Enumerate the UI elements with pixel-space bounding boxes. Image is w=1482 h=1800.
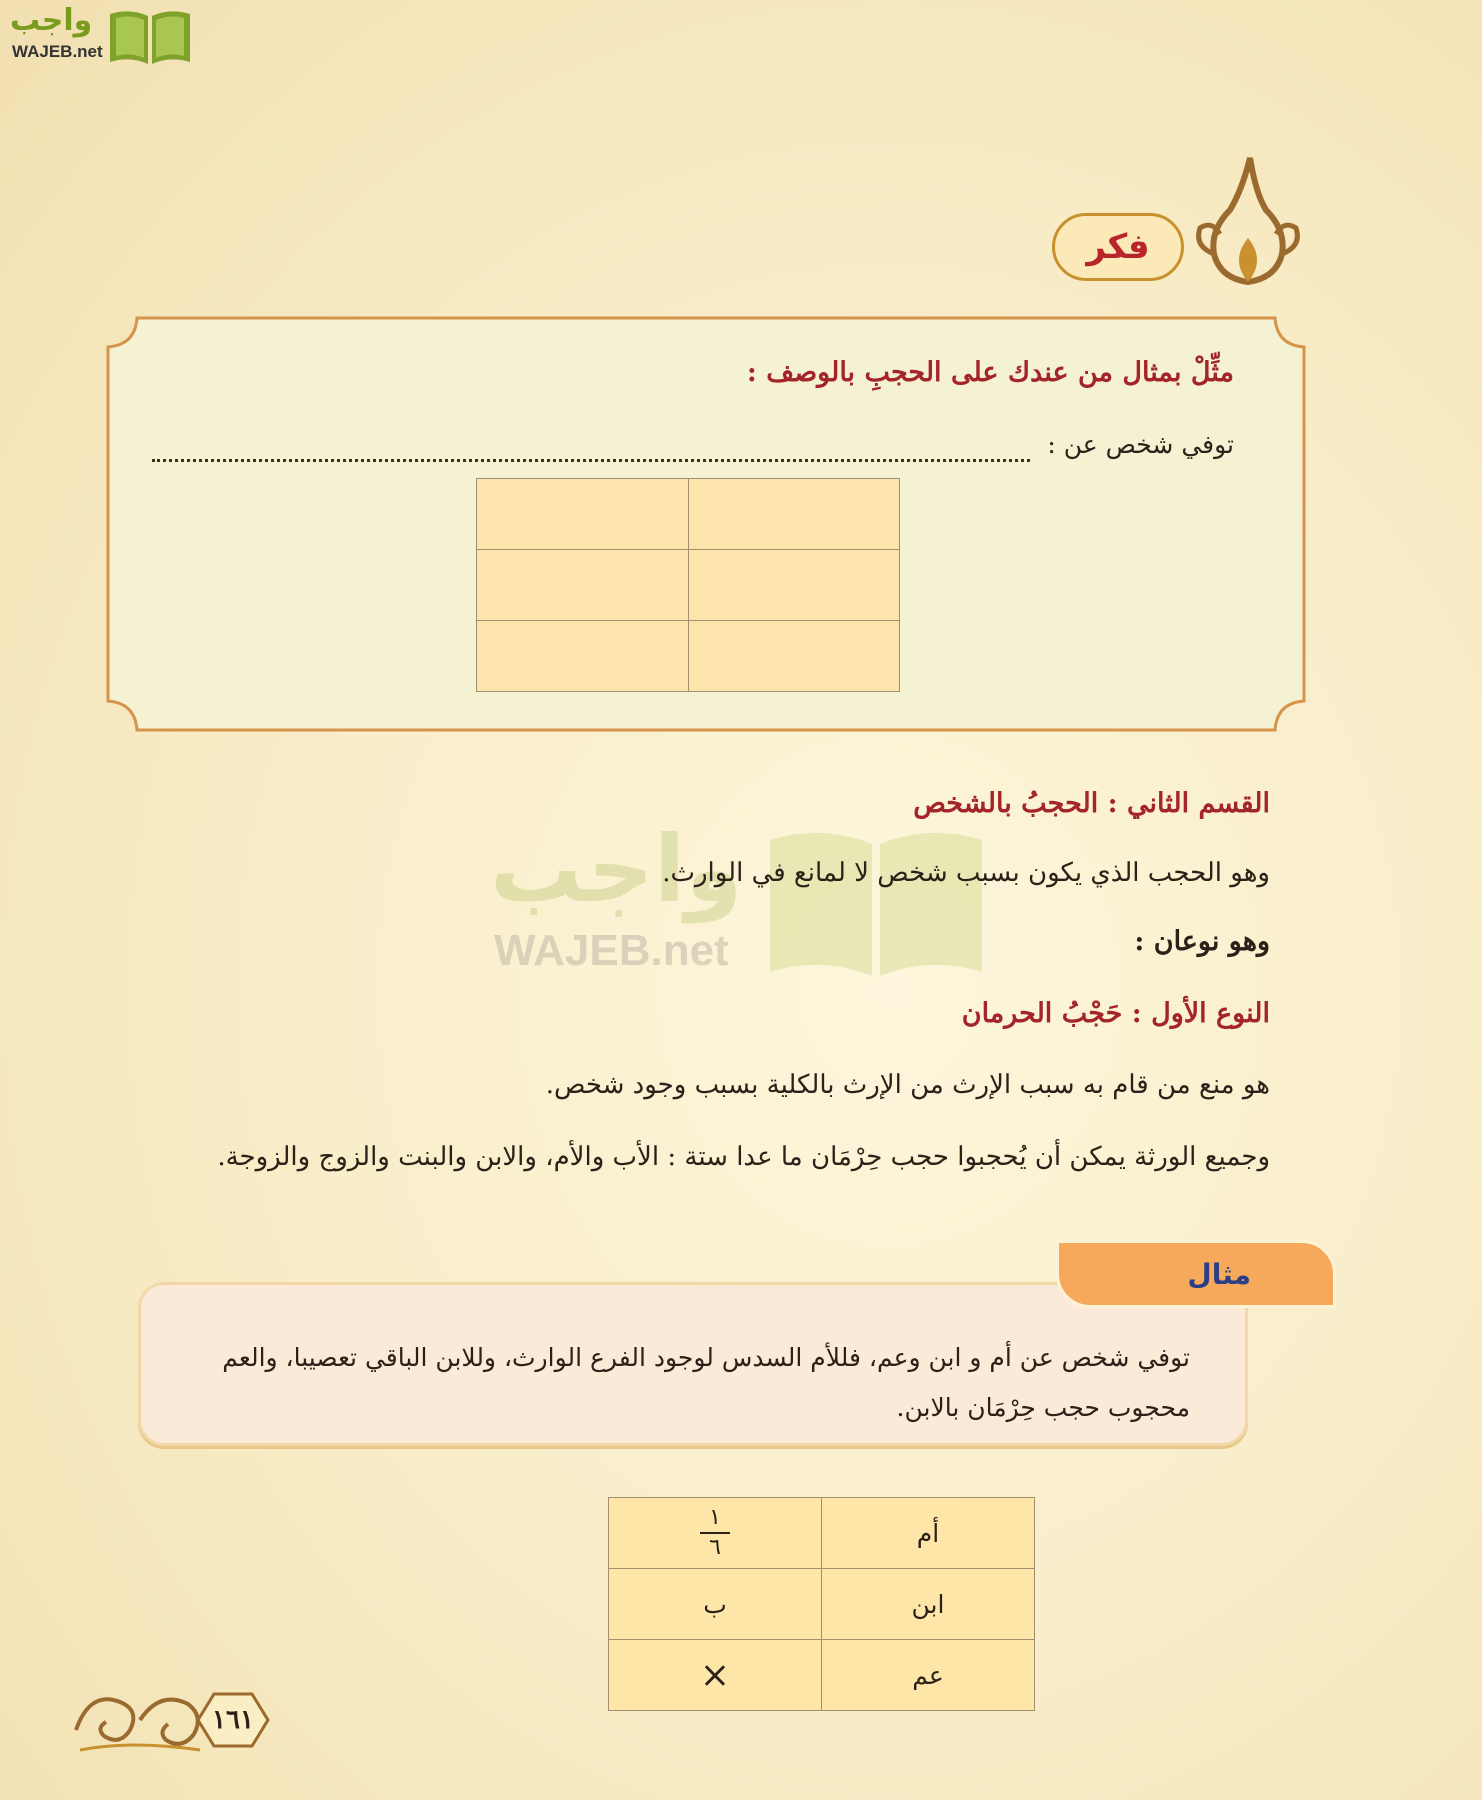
answer-grid <box>476 478 900 692</box>
table-row <box>609 1640 1035 1711</box>
think-prompt: مثِّلْ بمثال من عندك على الحجبِ بالوصف : <box>746 357 1234 388</box>
book-icon <box>108 6 192 66</box>
section-definition: وهو الحجب الذي يكون بسبب شخص لا لمانع في الوارث. <box>662 858 1270 888</box>
answer-cell[interactable] <box>688 550 900 621</box>
fraction <box>700 1504 730 1560</box>
example-label: مثال <box>1187 1257 1251 1291</box>
watermark <box>490 816 990 980</box>
think-badge: فكر <box>1052 213 1184 281</box>
watermark-word: واجب <box>490 816 743 923</box>
type1-heading: النوع الأول : حَجْبُ الحرمان <box>961 998 1270 1029</box>
heir-cell: أم <box>822 1498 1035 1569</box>
share-cell <box>609 1498 822 1569</box>
heir-cell: ابن <box>822 1569 1035 1640</box>
example-tab <box>1056 1240 1336 1308</box>
answer-cell[interactable] <box>688 479 900 550</box>
page-number: ١٦١ <box>212 1705 254 1735</box>
fraction-denominator: ٦ <box>709 1534 721 1560</box>
share-cell: ب <box>609 1569 822 1640</box>
think-ornament-icon <box>1190 150 1310 300</box>
section-heading: القسم الثاني : الحجبُ بالشخص <box>913 788 1270 819</box>
heir-cell: عم <box>822 1640 1035 1711</box>
answer-dotted-line[interactable] <box>152 459 1030 462</box>
fraction-numerator: ١ <box>709 1504 721 1530</box>
example-line-2: محجوب حجب حِرْمَان بالابن. <box>896 1393 1190 1422</box>
answer-cell[interactable] <box>477 479 689 550</box>
page-ornament-icon <box>70 1680 210 1760</box>
logo-site: WAJEB.net <box>12 42 103 61</box>
think-answer-label: توفي شخص عن : <box>1047 430 1234 459</box>
types-intro: وهو نوعان : <box>1134 926 1270 957</box>
answer-cell[interactable] <box>477 621 689 692</box>
example-line-1: توفي شخص عن أم و ابن وعم، فللأم السدس لوجود الفرع الوارث، وللابن الباقي تعصيبا، والعم <box>222 1343 1190 1372</box>
table-row <box>609 1498 1035 1569</box>
answer-cell[interactable] <box>477 550 689 621</box>
result-table <box>608 1497 1035 1711</box>
exceptions-text: وجميع الورثة يمكن أن يُحجبوا حجب حِرْمَان ما عدا ستة : الأب والأم، والابن والبنت والزوج والزوجة. <box>217 1142 1270 1172</box>
share-cell: × <box>609 1640 822 1711</box>
type1-definition: هو منع من قام به سبب الإرث من الإرث بالكلية بسبب وجود شخص. <box>545 1070 1270 1100</box>
table-row <box>609 1569 1035 1640</box>
watermark-site: WAJEB.net <box>494 926 729 975</box>
watermark-book-icon <box>766 820 986 980</box>
logo-word: واجب <box>10 3 93 38</box>
answer-cell[interactable] <box>688 621 900 692</box>
site-logo <box>10 4 190 68</box>
